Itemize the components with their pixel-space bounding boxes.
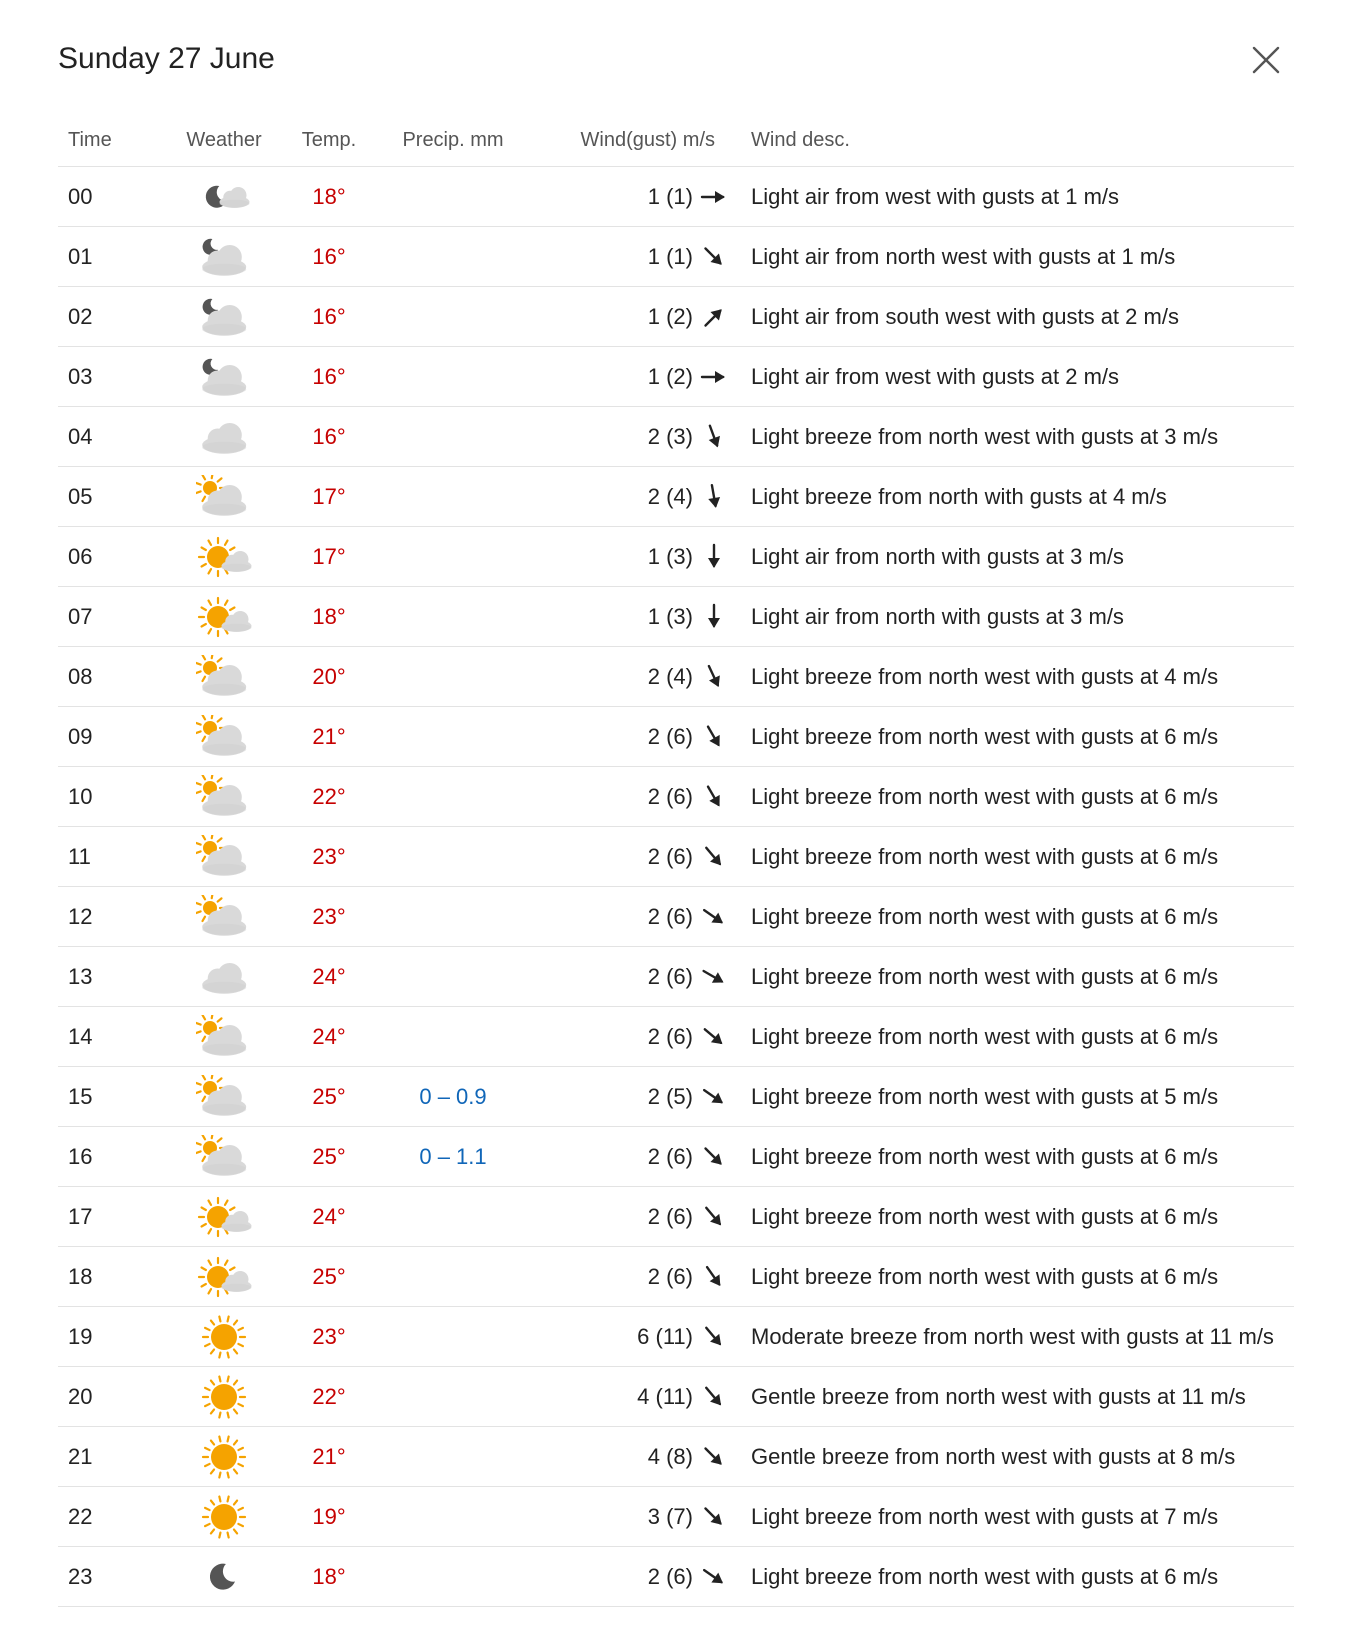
row-wind: 2 (4) (518, 467, 699, 527)
row-wind-desc: Light breeze from north west with gusts at 6 m/s (741, 1127, 1294, 1187)
row-time: 22 (58, 1487, 178, 1547)
row-wind-desc: Light air from west with gusts at 2 m/s (741, 347, 1294, 407)
row-precip (388, 407, 518, 467)
row-temp: 21° (270, 707, 388, 767)
moon-cloud-icon (196, 175, 252, 219)
wind-arrow-icon (699, 1382, 729, 1412)
row-wind-desc: Light air from north with gusts at 3 m/s (741, 587, 1294, 647)
col-header-temp: Temp. (270, 114, 388, 167)
sun-cloudy-icon (196, 715, 252, 759)
row-precip (388, 827, 518, 887)
row-wind: 2 (6) (518, 827, 699, 887)
wind-arrow-icon (699, 1562, 729, 1592)
cloud-icon (196, 955, 252, 999)
row-wind-desc: Light breeze from north west with gusts at 6 m/s (741, 947, 1294, 1007)
row-temp: 23° (270, 1307, 388, 1367)
row-time: 13 (58, 947, 178, 1007)
table-row (58, 287, 1294, 347)
table-row (58, 827, 1294, 887)
sun-cloudy-icon (196, 835, 252, 879)
row-wind-desc: Light breeze from north west with gusts at 6 m/s (741, 707, 1294, 767)
row-wind: 2 (6) (518, 707, 699, 767)
row-temp: 17° (270, 527, 388, 587)
row-precip (388, 1367, 518, 1427)
table-row (58, 347, 1294, 407)
close-icon (1246, 40, 1286, 80)
table-row (58, 1367, 1294, 1427)
row-time: 11 (58, 827, 178, 887)
wind-arrow-icon (699, 182, 729, 212)
wind-arrow-icon (699, 1142, 729, 1172)
table-row (58, 1127, 1294, 1187)
sun-icon (196, 1315, 252, 1359)
row-time: 06 (58, 527, 178, 587)
row-temp: 24° (270, 1007, 388, 1067)
col-header-wind-desc: Wind desc. (741, 114, 1294, 167)
row-precip (388, 947, 518, 1007)
row-wind: 6 (11) (518, 1307, 699, 1367)
row-time: 02 (58, 287, 178, 347)
sun-cloudy-icon (196, 1075, 252, 1119)
sun-icon (196, 1495, 252, 1539)
row-wind: 2 (6) (518, 887, 699, 947)
table-row (58, 527, 1294, 587)
row-wind: 1 (1) (518, 167, 699, 227)
table-row (58, 647, 1294, 707)
row-temp: 25° (270, 1067, 388, 1127)
row-time: 04 (58, 407, 178, 467)
row-time: 07 (58, 587, 178, 647)
row-precip (388, 1547, 518, 1607)
row-precip (388, 887, 518, 947)
row-wind: 3 (7) (518, 1487, 699, 1547)
col-header-weather: Weather (178, 114, 270, 167)
row-time: 03 (58, 347, 178, 407)
row-precip (388, 1007, 518, 1067)
moon-cloudy-icon (196, 355, 252, 399)
table-row (58, 1187, 1294, 1247)
wind-arrow-icon (699, 1022, 729, 1052)
table-row (58, 1007, 1294, 1067)
wind-arrow-icon (699, 542, 729, 572)
row-precip (388, 167, 518, 227)
wind-arrow-icon (699, 662, 729, 692)
wind-arrow-icon (699, 1262, 729, 1292)
table-row (58, 167, 1294, 227)
row-precip (388, 347, 518, 407)
row-wind: 4 (11) (518, 1367, 699, 1427)
row-wind-desc: Moderate breeze from north west with gusts at 11 m/s (741, 1307, 1294, 1367)
row-wind: 2 (6) (518, 1547, 699, 1607)
row-precip (388, 527, 518, 587)
row-temp: 18° (270, 1547, 388, 1607)
row-temp: 16° (270, 407, 388, 467)
table-row (58, 227, 1294, 287)
wind-arrow-icon (699, 782, 729, 812)
wind-arrow-icon (699, 1502, 729, 1532)
row-wind: 2 (6) (518, 767, 699, 827)
row-wind: 1 (3) (518, 587, 699, 647)
table-row (58, 1247, 1294, 1307)
table-row (58, 1427, 1294, 1487)
sun-cloudy-icon (196, 1135, 252, 1179)
row-precip (388, 647, 518, 707)
row-wind-desc: Light air from west with gusts at 1 m/s (741, 167, 1294, 227)
row-temp: 23° (270, 827, 388, 887)
wind-arrow-icon (699, 362, 729, 392)
table-row (58, 1487, 1294, 1547)
row-wind: 2 (6) (518, 1127, 699, 1187)
row-temp: 16° (270, 347, 388, 407)
table-row (58, 1307, 1294, 1367)
row-wind-desc: Light breeze from north west with gusts at 6 m/s (741, 1547, 1294, 1607)
row-time: 23 (58, 1547, 178, 1607)
table-row (58, 767, 1294, 827)
sun-icon (196, 1375, 252, 1419)
row-precip (388, 707, 518, 767)
row-wind: 2 (6) (518, 1007, 699, 1067)
sun-cloudy-icon (196, 895, 252, 939)
moon-icon (196, 1555, 252, 1599)
row-temp: 16° (270, 227, 388, 287)
row-wind-desc: Light air from north with gusts at 3 m/s (741, 527, 1294, 587)
row-time: 17 (58, 1187, 178, 1247)
wind-arrow-icon (699, 1082, 729, 1112)
row-wind-desc: Gentle breeze from north west with gusts at 11 m/s (741, 1367, 1294, 1427)
row-time: 09 (58, 707, 178, 767)
sun-cloudy-icon (196, 475, 252, 519)
row-precip: 0 – 0.9 (388, 1067, 518, 1127)
row-temp: 24° (270, 947, 388, 1007)
row-precip (388, 1427, 518, 1487)
wind-arrow-icon (699, 1322, 729, 1352)
row-time: 01 (58, 227, 178, 287)
row-wind-desc: Light breeze from north west with gusts at 5 m/s (741, 1067, 1294, 1127)
hourly-forecast-table (58, 114, 1294, 1607)
row-wind: 1 (3) (518, 527, 699, 587)
row-precip (388, 227, 518, 287)
table-row (58, 707, 1294, 767)
col-header-precip: Precip. mm (388, 114, 518, 167)
row-wind-desc: Light breeze from north west with gusts at 4 m/s (741, 647, 1294, 707)
sun-icon (196, 1435, 252, 1479)
moon-cloudy-icon (196, 235, 252, 279)
table-row (58, 1547, 1294, 1607)
row-temp: 20° (270, 647, 388, 707)
table-header-row (58, 114, 1294, 167)
row-time: 12 (58, 887, 178, 947)
row-temp: 19° (270, 1487, 388, 1547)
row-temp: 24° (270, 1187, 388, 1247)
row-wind-desc: Gentle breeze from north west with gusts at 8 m/s (741, 1427, 1294, 1487)
row-wind-desc: Light breeze from north west with gusts at 6 m/s (741, 1187, 1294, 1247)
row-wind-desc: Light breeze from north west with gusts at 6 m/s (741, 1247, 1294, 1307)
row-temp: 21° (270, 1427, 388, 1487)
row-time: 18 (58, 1247, 178, 1307)
row-precip (388, 1487, 518, 1547)
row-temp: 25° (270, 1247, 388, 1307)
row-wind: 1 (2) (518, 347, 699, 407)
row-wind: 2 (4) (518, 647, 699, 707)
row-temp: 17° (270, 467, 388, 527)
row-time: 16 (58, 1127, 178, 1187)
sun-cloudy-icon (196, 1015, 252, 1059)
sun-small-cloud-icon (196, 1255, 252, 1299)
table-row (58, 407, 1294, 467)
row-wind: 2 (3) (518, 407, 699, 467)
row-temp: 22° (270, 767, 388, 827)
wind-arrow-icon (699, 902, 729, 932)
row-temp: 18° (270, 587, 388, 647)
sun-cloudy-icon (196, 655, 252, 699)
row-time: 20 (58, 1367, 178, 1427)
table-row (58, 587, 1294, 647)
moon-cloudy-icon (196, 295, 252, 339)
wind-arrow-icon (699, 842, 729, 872)
row-wind: 4 (8) (518, 1427, 699, 1487)
row-time: 00 (58, 167, 178, 227)
col-header-time: Time (58, 114, 178, 167)
sun-small-cloud-icon (196, 1195, 252, 1239)
close-button[interactable] (1246, 40, 1286, 80)
row-time: 08 (58, 647, 178, 707)
row-wind-desc: Light breeze from north west with gusts at 3 m/s (741, 407, 1294, 467)
wind-arrow-icon (699, 962, 729, 992)
row-wind-desc: Light breeze from north with gusts at 4 m/s (741, 467, 1294, 527)
wind-arrow-icon (699, 1442, 729, 1472)
cloud-icon (196, 415, 252, 459)
row-temp: 23° (270, 887, 388, 947)
row-wind-desc: Light breeze from north west with gusts at 6 m/s (741, 1007, 1294, 1067)
row-time: 19 (58, 1307, 178, 1367)
wind-arrow-icon (699, 602, 729, 632)
row-precip: 0 – 1.1 (388, 1127, 518, 1187)
row-temp: 16° (270, 287, 388, 347)
table-row (58, 887, 1294, 947)
row-time: 15 (58, 1067, 178, 1127)
row-wind: 2 (6) (518, 947, 699, 1007)
wind-arrow-icon (699, 242, 729, 272)
row-wind: 1 (2) (518, 287, 699, 347)
row-precip (388, 1247, 518, 1307)
row-temp: 22° (270, 1367, 388, 1427)
row-precip (388, 1187, 518, 1247)
row-wind-desc: Light air from south west with gusts at 2 m/s (741, 287, 1294, 347)
sun-small-cloud-icon (196, 535, 252, 579)
row-precip (388, 767, 518, 827)
row-precip (388, 1307, 518, 1367)
wind-arrow-icon (699, 302, 729, 332)
row-temp: 25° (270, 1127, 388, 1187)
table-row (58, 467, 1294, 527)
row-time: 14 (58, 1007, 178, 1067)
row-wind-desc: Light breeze from north west with gusts at 6 m/s (741, 827, 1294, 887)
row-wind-desc: Light breeze from north west with gusts at 7 m/s (741, 1487, 1294, 1547)
sun-cloudy-icon (196, 775, 252, 819)
row-precip (388, 587, 518, 647)
col-header-wind: Wind(gust) m/s (518, 114, 741, 167)
row-wind-desc: Light breeze from north west with gusts at 6 m/s (741, 767, 1294, 827)
row-precip (388, 467, 518, 527)
sun-small-cloud-icon (196, 595, 252, 639)
row-wind: 2 (6) (518, 1187, 699, 1247)
row-time: 10 (58, 767, 178, 827)
row-temp: 18° (270, 167, 388, 227)
row-wind-desc: Light breeze from north west with gusts at 6 m/s (741, 887, 1294, 947)
row-wind: 2 (5) (518, 1067, 699, 1127)
table-row (58, 947, 1294, 1007)
wind-arrow-icon (699, 1202, 729, 1232)
page-title: Sunday 27 June (58, 42, 275, 75)
row-precip (388, 287, 518, 347)
row-wind-desc: Light air from north west with gusts at 1 m/s (741, 227, 1294, 287)
row-wind: 2 (6) (518, 1247, 699, 1307)
table-row (58, 1067, 1294, 1127)
wind-arrow-icon (699, 722, 729, 752)
row-wind: 1 (1) (518, 227, 699, 287)
wind-arrow-icon (699, 422, 729, 452)
wind-arrow-icon (699, 482, 729, 512)
row-time: 05 (58, 467, 178, 527)
row-time: 21 (58, 1427, 178, 1487)
